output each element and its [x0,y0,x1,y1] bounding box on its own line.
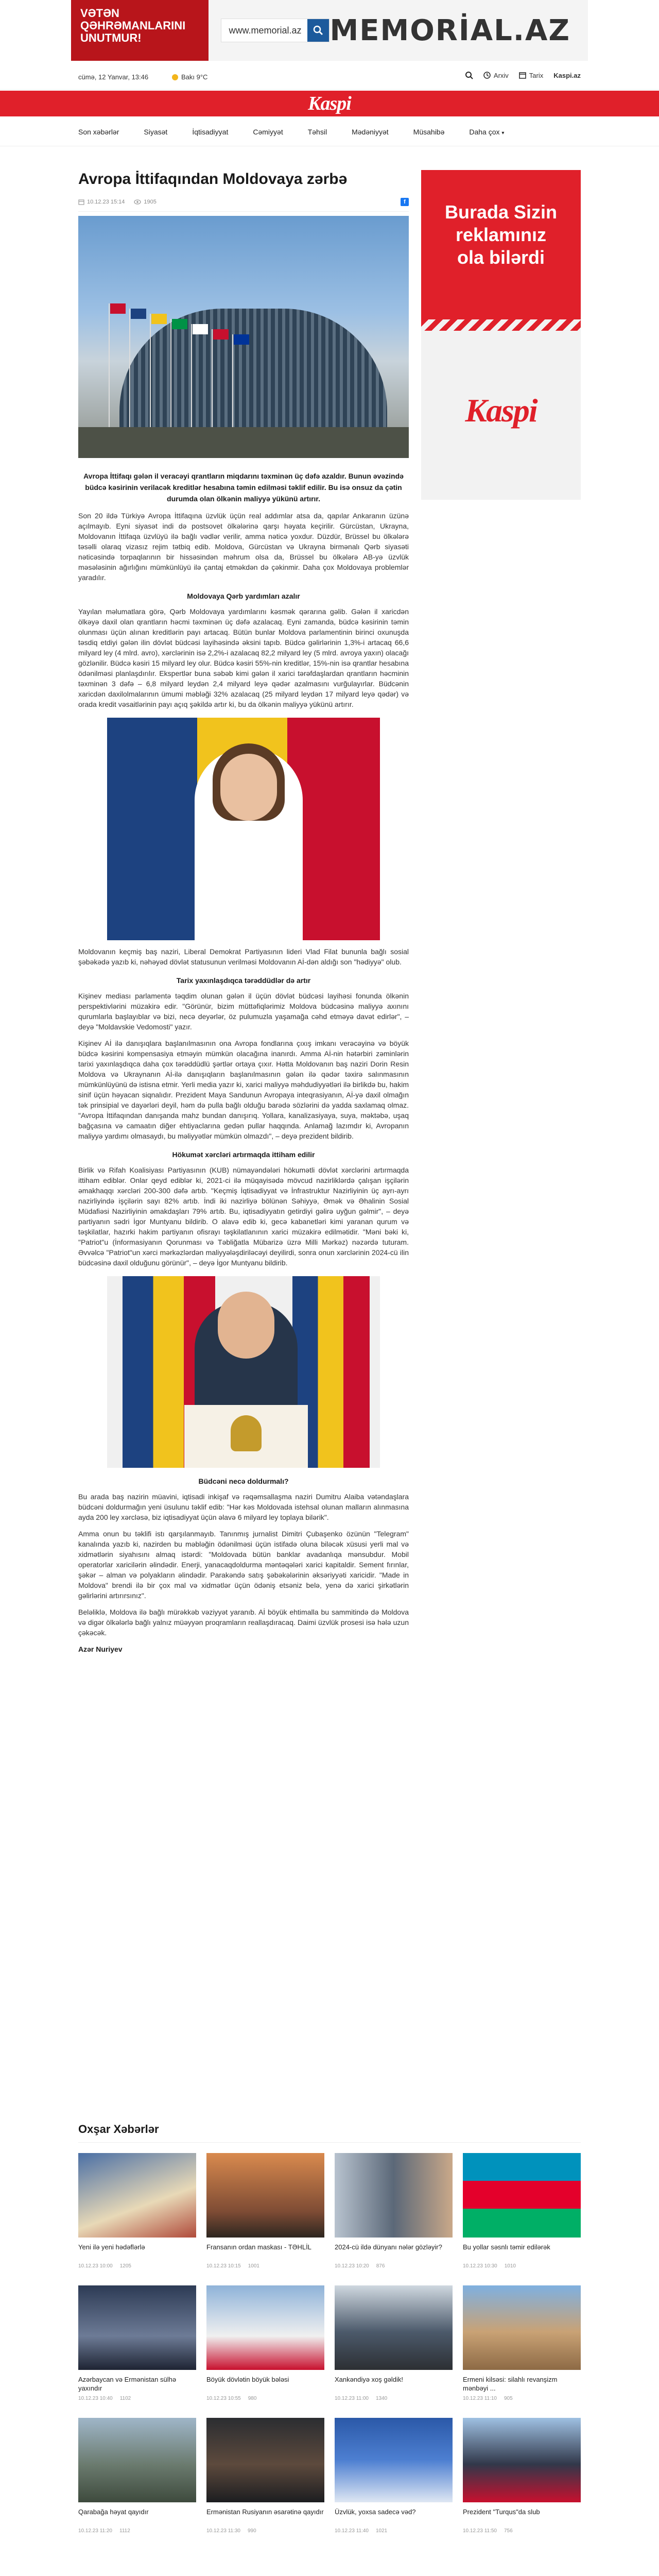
article-subheading: Tarix yaxınlaşdıqca tərəddüdlər də artır [176,976,311,985]
news-card-meta [206,2263,324,2269]
news-card[interactable] [78,2418,196,2534]
news-card-title: Bu yollar səsnlı təmir edilərək [463,2243,550,2251]
site-link[interactable]: Kaspi.az [553,71,581,79]
article-subheading: Moldovaya Qərb yardımları azalır [187,592,300,600]
news-thumbnail [206,2285,324,2370]
top-banner [0,0,659,64]
news-card-title: 2024-cü ildə dünyanı nələr gözləyir? [335,2243,442,2251]
nav-item-latest[interactable]: Son xəbərlər [78,128,119,136]
divider [78,2142,581,2143]
news-card-meta [206,2396,324,2401]
news-thumbnail [78,2285,196,2370]
news-card-meta [78,2528,196,2534]
related-title: Oxşar Xəbərlər [78,2123,159,2136]
news-card-views: 1340 [376,2396,388,2401]
tariff-link[interactable] [519,72,543,79]
news-thumbnail [463,2285,581,2370]
facebook-share-icon[interactable]: f [401,198,409,206]
news-card[interactable] [78,2285,196,2401]
banner-site-field[interactable] [221,19,330,42]
article-paragraph: Yayılan məlumatlara görə, Qərb Moldovaya yardımlarını kəsmək qərarına gəlib. Gələn il xaricdən ölkəyə daxil olan qrantların həcmi təxminən üç dəfə azalacaq. Eyni zamanda, büdcə kəsirinin təmin olunması üçün alınan kreditlərin payı artacaq. Bütün bunlar Moldova parlamentinin birinci oxunuşda təsdiq etdiyi gələn ilin dövlət büdcəsi layihəsində əksini tapıb. Büdcə gəlirlərinin 1,3%-i artacaq 66,6 milyard ley (4 mlrd. avro), xərclərinin isə 2,2%-i azalacaq 82,2 milyard ley (5 mlrd. avroya yaxın) olacağı gözlənilir. Büdcə kəsiri 15 milyard ley olur. Büdcə kəsiri 55%-nin kreditlər, 15%-nin isə qrantlar hesabına ödənilməsi planlaşdırılır. Ekspertlər buna səbəb kimi gələn il xarici tərəfdaşlardan qrantların həcminin təxminən 3 dəfə – 6,8 milyard leydən 2,4 milyard leyə qədər azalmasını vurğulayırlar. Büdcənin xaricdən daxilolmalarının ümumi məbləği 32% azalacaq (25 milyard leydən 17 milyard leyə qədər) və orada kredit vəsaitlərinin payı açıq şəkildə artır ki, bu da ölkənin maliyyə yükünü artırır. [78,607,409,708]
news-thumbnail [206,2153,324,2238]
news-card[interactable] [206,2418,324,2534]
news-card-meta [78,2263,196,2269]
article-image-sandu [107,718,380,940]
news-card[interactable] [78,2153,196,2269]
clock-icon [483,72,491,79]
article-subheading: Büdcəni necə doldurmalı? [198,1477,289,1485]
banner-site-text: www.memorial.az [229,25,302,36]
banner-line-1: VƏTƏN [80,7,119,20]
news-card-views: 1021 [376,2528,388,2534]
image-caption: Moldovanın keçmiş baş naziri, Liberal Demokrat Partiyasının lideri Vlad Filat bununla bağlı sosial şəbəkədə yazıb ki, nəhəyəd dövlət statusunun verilməsi Moldovanın Aİ-dən aldığı son "hədiyyə" olub. [78,947,409,966]
news-card-meta [206,2528,324,2534]
chevron-down-icon: ▾ [501,130,505,136]
news-card-views: 1205 [119,2263,131,2269]
weather-text: Bakı 9°C [181,73,208,81]
news-thumbnail [335,2418,453,2502]
news-thumbnail [206,2418,324,2502]
article-title: Avropa İttifaqından Moldovaya zərbə [78,171,348,188]
main-nav [0,116,659,146]
nav-item-economy[interactable]: İqtisadiyyat [192,128,229,136]
news-card-date: 10.12.23 11:40 [335,2528,369,2534]
news-thumbnail [335,2153,453,2238]
sidebar-ad-line: Burada Sizin [444,201,558,223]
news-card-meta [463,2396,581,2401]
news-card-date: 10.12.23 11:50 [463,2528,497,2534]
news-card-meta [463,2263,581,2269]
sidebar-ad-line: ola bilərdi [457,247,545,268]
sidebar-ad-line: reklamınız [455,224,547,245]
news-card[interactable] [335,2418,453,2534]
news-card[interactable] [335,2153,453,2269]
calendar-icon [519,72,526,79]
nav-item-more[interactable] [469,128,504,136]
news-card-title: Xankəndiyə xoş gəldik! [335,2376,403,2383]
sidebar-ad-tear [421,319,581,331]
nav-item-politics[interactable]: Siyasət [144,128,168,136]
article-views-text: 1905 [144,199,157,205]
news-card-date: 10.12.23 10:00 [78,2263,113,2269]
banner-line-2: QƏHRƏMANLARINI [80,19,186,32]
banner-ad-slogan [71,0,209,61]
article-image-munteanu [107,1276,380,1468]
nav-more-label: Daha çox [469,128,500,136]
article-subheading: Hökumət xərcləri artırmaqda ittiham edilir [172,1150,315,1159]
utility-links [465,71,581,79]
article-paragraph: Kişinev mediası parlamentə təqdim olunan gələn il üçün dövlət büdcəsi layihəsi fonunda ölkənin perspektivlərini müzakirə edir. "Görünür, bizim müttəfiqlərimiz Moldova büdcəsinə maliyyə axınını qurumlarla başlayıblar və bizi, necə deyərlər, öz pulumuzla yaşamağa cəhd etməyə davət edirlər", – deyə "Moldavskie Vedomosti" yazır. [78,992,409,1031]
news-card-title: Prezident "Turqus"da slub [463,2508,540,2516]
news-card-title: Böyük dövlətin böyük bələsi [206,2376,289,2383]
sidebar-ad-text [421,201,581,269]
search-icon [307,19,329,42]
sidebar-ad-logo: Kaspi [465,392,537,429]
news-card[interactable] [463,2418,581,2534]
news-card-date: 10.12.23 10:55 [206,2396,241,2401]
news-thumbnail [78,2153,196,2238]
news-card-views: 1102 [119,2396,131,2401]
banner-ad[interactable] [71,0,588,61]
news-card-meta [335,2396,453,2401]
news-card-meta [335,2263,453,2269]
nav-item-interview[interactable]: Müsahibə [413,128,445,136]
news-thumbnail [463,2153,581,2238]
nav-item-society[interactable]: Cəmiyyət [253,128,283,136]
site-logo[interactable]: Kaspi [308,93,351,114]
nav-item-education[interactable]: Təhsil [307,128,327,136]
news-card-title: Ermeni kilsəsi: silahlı revanşizm mənbəyi ... [463,2376,558,2392]
article [78,170,409,1653]
news-card-date: 10.12.23 10:30 [463,2263,497,2269]
news-card-date: 10.12.23 11:00 [335,2396,369,2401]
news-card-meta [335,2528,453,2534]
article-author: Azər Nuriyev [78,1645,123,1653]
tariff-label: Tarix [529,71,544,79]
archive-link[interactable] [483,72,509,79]
news-card-date: 10.12.23 11:20 [78,2528,112,2534]
person-face [220,754,277,821]
news-card-title: Qarabağa həyat qayıdır [78,2508,149,2516]
person-face [218,1292,274,1359]
weather [172,73,207,81]
news-card-views: 990 [248,2528,256,2534]
news-thumbnail [463,2418,581,2502]
news-card-date: 10.12.23 11:10 [463,2396,497,2401]
article-meta [78,198,409,212]
news-card-views: 980 [248,2396,257,2401]
news-card-meta [78,2396,196,2401]
article-views [134,199,156,205]
news-card-date: 10.12.23 11:30 [206,2528,240,2534]
related-grid [78,2153,581,2534]
article-paragraph: Son 20 ildə Türkiyə Avropa İttifaqına üzvlük üçün real addımlar atsa da, qapılar Ankaranın üzünə açılmayıb. Eyni siyasət indi də postsovet ölkələrinə qarşı həyata keçirilir. Gürcüstan, Ukrayna, Moldovanın İttifaqa üzvlüyü ilə bağlı vədlər verilir, ammа nəticə yoxdur. Düzdür, Brüssel bu ölkələrə təsəlli olaraq vizasız rejim tətbiq edib. Moldova, Gürcüstan və Ukrayna birmənalı Qərb siyasəti nəticəsində torpaqlarının bir hissəsindən məhrum olsa da, Brüssel bu ölkələrə AB-yə üzvlük məsələsinin ağırlığını mümkünlüyü ilə çantaj etməkdən də çəkinmir. Daha çox Moldovaya problemlər yaradılır. [78,512,409,582]
news-card-views: 1010 [504,2263,516,2269]
news-card-title: Ermənistan Rusiyanın əsarətinə qayıdır [206,2508,324,2516]
current-date: cümə, 12 Yanvar, 13:46 [78,73,149,81]
news-card-views: 1001 [248,2263,259,2269]
news-card-title: Üzvlük, yoxsa sadecə vəd? [335,2508,416,2516]
search-button[interactable] [465,71,473,79]
article-date [78,199,125,205]
banner-line-3: UNUTMUR! [80,31,142,44]
article-paragraph: Bu arada baş nazirin müavini, iqtisadi inkişaf və rəqəmsallaşma naziri Dumitru Alaiba vətəndaşlara büdcəni doldurmağın yeni üsulunu təklif edib: "Hər kəs Moldovada istehsal olunan malların alınmasına ayda 200 ley xərcləsə, biz iqtisadiyyat üçün əlavə 6 milyard ley toplaya bilərik". [78,1493,409,1521]
news-card-date: 10.12.23 10:40 [78,2396,113,2401]
news-card-meta [463,2528,581,2534]
sidebar-ad[interactable] [421,170,581,500]
related-news [78,2123,581,2534]
nav-item-culture[interactable]: Mədəniyyət [352,128,389,136]
news-card-title: Fransanın ordan maskası - TƏHLİL [206,2243,311,2251]
news-card[interactable] [335,2285,453,2401]
banner-logo: MEMORİAL.AZ [330,13,570,47]
article-main-image [78,216,409,458]
news-card-title: Azərbaycan və Ermənistan sülhə yaxındır [78,2376,177,2392]
moldova-crest-icon [231,1415,262,1451]
article-lead: Avropa İttifaqı gələn il veracəyi qrantların miqdarını təxminən üç dəfə azaldır. Bunun əvəzində büdcə kəsirinin verilacək kreditlər hesabına təmin edilməsi təklif edilir. Bu isə onsuz da çətin durumda olan ölkənin maliyyə yükünü artırır. [83,472,404,503]
brand-bar [0,91,659,116]
news-card-views: 876 [376,2263,385,2269]
news-card-date: 10.12.23 10:15 [206,2263,241,2269]
news-card[interactable] [206,2285,324,2401]
news-card-views: 1112 [119,2528,130,2534]
article-paragraph: Beləliklə, Moldova ilə bağlı mürəkkəb vəziyyət yaranıb. Aİ böyük ehtimalla bu sammitində də Moldova və digər ölkələrlə bağlı yalnız müəyyən proqramların reallaşdıracaq. Daimi üzvlük prosesi isə hələ uzun çəkəcək. [78,1608,409,1637]
utility-bar [0,65,659,90]
news-thumbnail [335,2285,453,2370]
article-date-text: 10.12.23 15:14 [87,199,125,205]
news-card[interactable] [463,2285,581,2401]
article-paragraph: Birlik və Rifah Koalisiyası Partiyasının (KUB) nümayəndələri hökumətli dövlət xərclərini artırmaqda ittiham ediblər. Onlar qeyd ediblər ki, 2021-ci ilə müqayisədə mövcud nazirliklərdə çalışan işçilərin əmakhaqqı xərcləri 200-300 dəfə artıb. "Keçmiş İqtisadiyyat və İnfrastruktur Nazirliyinin üç ayrı-ayrı nazirliyində işçilərin sayı 82% artıb. İndi iki nazirliyə bölünən Səhiyyə, Əmək və Əhalinin Sosial Müdafiəsi Nazirliyinin əmakdaşları 79% artıb. Bu, iqtisadiyyatın getirdiyi gəlirə uyğun gəlmir", – deyə partiyanın sədri İgor Muntyanu bildirib. O alavə edib ki, gecə kabanetləri kimi yaranan qurum və təşkilatlar, hazırki hakim partiyanın ofisrayı təşkilatlanının xarici müzakirə edilmətidir. "Məni bəki ki, "Patriot"u (İnformasiyanın Qorunması və Təbliğatla Mübarizə üzrə Milli Mərkəz) nəzərdə tuturam. Əvvəlcə "Patriot"un xərci mərkəzlərdən maliyyələşdiriləcəyi deyilirdi, sonra onun xərclərinin 2024-cü ilin büdcəsinə daxil olduğunu görünür", – deyə İgor Muntyanu bildirib. [78,1166,409,1267]
news-card-views: 756 [504,2528,513,2534]
news-card[interactable] [206,2153,324,2269]
eye-icon [134,199,141,205]
archive-label: Arxiv [493,71,509,79]
news-card-views: 905 [504,2396,513,2401]
article-paragraph: Amma onun bu təklifi istı qarşılanmayıb. Tanınmış jurnalist Dimitri Çubaşenko özünün "Telegram" kanalında yazıb ki, nazirden bu məbləğin ödənilməsi üçün istifadə oluna biləcək xüsusi yerli mal və xidmətlərin siyahısını almaq istərdi: "Moldovada bütün banklar avadanlıqa mənsubdur. Mobil operatorlar xaricilərin əlindədir. Enerji, yanacaqdoldurma məntəqələri xarici kapitaldir. Sement fırınlar, şəkər – alman və polyakların əlindədir. Parakəndə satış şəbəkələrinin əksəriyyəti xaricidir. "Made in Moldova" brendi ilə bir çox mal və xidmətlər üçün ödəniş etsəniz belə, yenə də xarici şirkətlərin gəlirlərini artırırsınız". [78,1530,409,1600]
search-icon [465,71,473,79]
news-card-title: Yeni ilə yeni hədəflərlə [78,2243,145,2251]
sun-icon [172,74,178,80]
news-thumbnail [78,2418,196,2502]
calendar-icon [78,199,84,205]
news-card-date: 10.12.23 10:20 [335,2263,369,2269]
image-ground [78,427,409,458]
news-card[interactable] [463,2153,581,2269]
article-paragraph: Kişinev Aİ ilə danışıqlara başlanılmasının ona Avropa fondlarına çıxış imkanı verəcəyinə və böyük büdcə kəsirini kompensasiya etməyin mümkün olacağına inanırdı. Amma Aİ-nin hətərbiri zəminlərin tarixi yaxınlaşdıqca daha çox tərəddüdlü şərtlər ortaya çıxır. Hətta Moldovanın baş naziri Dorin Resin Moldova və Ukraynanın Aİ-ilə danışıqların başlanılmasının gələn ilə qədər təxirə salınmasının mümkünlüyünü də istisna etmir. Yerli media yazır ki, xarici maliyyə məhdudiyyətləri ilə birlikdə bu, hakim sinif üçün həyacan siqnalıdır. Prezident Maya Sandunun Avropaya inteqrasiyanın, Aİ-yə daxil olmağın tək prinsipial ve dayərləri deyil, həm də pulla bağlı olduğu barədə sözlərini də yadda saxlamaq olmaz. "Avropa İttifaqından danışanda mahz bundan danışırıq. Yollara, kanalizasiyaya, suya, məktəbə, uşaq bağçasına və camaatın diğer ehtiyaclarına gedən pullar haqqında. Anlamağ lazımdır ki, Avropanın maliyyə yardımı olmasaydı, bu məliyyətlər mümkün olmazdı", – deyə prezident bildirib. [78,1039,409,1140]
